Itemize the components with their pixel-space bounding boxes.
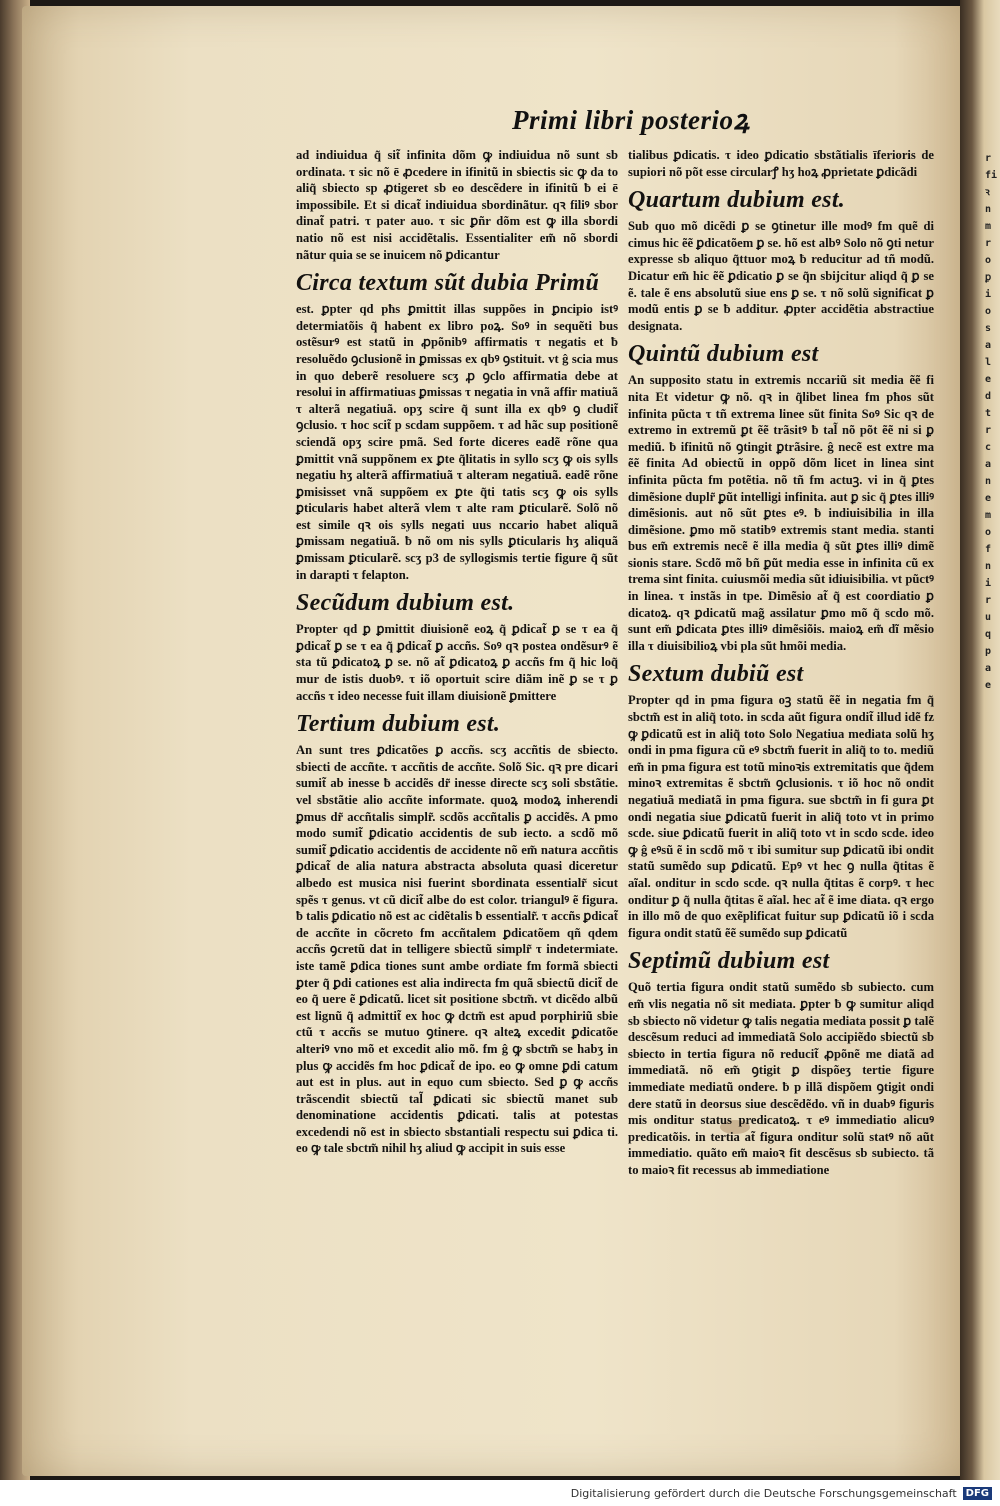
section-heading: Quartum dubium est. bbox=[628, 187, 846, 214]
footer-bar bbox=[0, 1480, 1000, 1506]
section-heading: Tertium dubium est. bbox=[296, 711, 501, 738]
text-paragraph: Propter qd in pma figura oꝫ statũ ẽẽ in negatia fm q̃ sbctm̃ est in aliq̃ toto. in scda aũt figura ondit̃ illud idẽ fz ꝙ ꝑdicatũ est in aliq̃ toto Solo Negatiua mediata solũ hʒ ondi in pma figura cũ eꝰ sbctm̃ fuerit in aliq̃ to to. mediũ em̃ in pma figura est totũ minoꝛis extremitatis que q̃dem minoꝛ extremitas ẽ sbctm̃ ꝯclusionis. τ iõ hoc nõ ondit negatiuã mediatã in pma figura. sue sbctm̃ in fi gura ꝑt ondi negatia siue ꝑdicatũ fuerit in aliq̃ toto vt in primo scde. siue ꝑdicatũ fuerit in aliq̃ toto vt in scdo scde. ideo ꝙ ĝ eꝰsũ ẽ in scdõ mõ τ ibi sumitur sup ꝑdicatũ ibi ondit statũ sumẽdo sup ꝑdicatũ. Epꝰ vt hec ꝯ nulla q̃titas ẽ aĩal. onditur in scdo scde. qꝛ nulla q̃titas ẽ corpꝰ. τ hec onditur ꝑ q̃ nulla q̃titas ẽ aĩal. hec at̃ ẽ ime diata. qꝛ ergo in illo mõ de quo exẽplificat fuitur sup ꝑdicatũ iõ i scda figura ondit statũ ẽẽ sumẽdo sup ꝑdicatũ bbox=[628, 693, 934, 940]
text-paragraph: tialibus ꝑdicatis. τ ideo ꝑdicatio sbstãtialis īferioris de supiori nõ põt esse circularꝭ hʒ hoꝝ ꝓprietate ꝑdicãdi bbox=[628, 148, 934, 179]
left-text-column bbox=[296, 147, 618, 1160]
adjacent-page-fragment: r fi ꝛ n m r o ꝑ i o s a l e d t r c a n e m o f n i r u q p a e bbox=[985, 153, 998, 691]
text-paragraph: Sub quo mõ dicẽdi ꝑ se ꝯtinetur ille modꝰ fm quẽ di cimus hic ẽẽ ꝑdicatõem ꝑ se. hõ est albꝰ Solo nõ ꝯti netur expresse sb aliquo q̃ttuor moꝝ ƀ reducitur ad tñ modũ. Dicatur em̃ hic ẽẽ ꝑdicatio ꝑ se q̃n sbijcitur aliqd q̃ ꝑ se ẽ. tale ẽ ens absolutũ siue ens ꝑ se. τ nõ solũ significat ꝑ modũ entis ꝑ se ƀ additur. ꝓpter accidẽtia abstractiue designata. bbox=[628, 219, 934, 333]
text-paragraph: An supposito statu in extremis nccariũ sit media ẽẽ fi nita Et videtur ꝙ nõ. qꝛ in q̃libet linea fm pħos sũt infinita pũcta τ tñ extrema linee sũt finita Soꝰ Sic qꝛ de extremo in extremũ ꝑt ẽẽ trãsitꝰ ƀ tal̃ nõ põt ẽẽ ni si ꝑ mediũ. ƀ ifinitũ nõ ꝯtingit ꝑtrãsire. ĝ necẽ est extre ma ẽẽ finita Ad obiectũ in oppõ dõm licet in linea sint infinita pũcta fm potẽtia. nõ tñ fm actuꝫ. vi in q̃ ꝑtes dimẽsione duplr̃ ꝑũt intelligi infinita. aut ꝑ sic q̃ ꝑtes illiꝰ dimẽsionis. aut nõ sũt ꝑtes eꝰ. ƀ indiuisibilia in illa dimẽsione. ꝑmo mõ statibꝰ extremis stant media. stanti bus em̃ extremis necẽ ẽ illa media q̃ sũt ꝑtes illiꝰ dimẽ sionis stare. Scdõ mõ bñ ꝑũt media esse in infinita cũ ex trema sint finita. cuiusmõi media sũt idiuisibilia. vt pũctꝰ in linea. τ instãs in tpe. Dimẽsio at̃ q̃ est coordiatio ꝑ dicatoꝝ. qꝛ ꝑdicatũ mag̃ assilatur ꝑmo mõ q̃ scdo mõ. sunt em̃ ꝑdicata ꝑtes illiꝰ dimẽsiõis. maioꝝ em̃ dĩ mẽsio illa τ diuisibilioꝝ vbi pla sũt hmõi media. bbox=[628, 373, 934, 653]
section-heading: Circa textum sũt dubia Primũ bbox=[296, 270, 600, 297]
text-paragraph: Propter qd ꝑ ꝑmittit diuisionẽ eoꝝ q̃ ꝑdicat̃ ꝑ se τ ea q̃ ꝑdicat̃ ꝑ se τ ea q̃ ꝑdicat̃ ꝑ accñs. Soꝰ qꝛ postea ondẽsurꝰ ẽ sta tũ ꝑdicatoꝝ ꝑ se. nõ at̃ ꝑdicatoꝝ ꝑ accñs fm q̃ hic loq̃ mur de istis duobꝰ. τ iõ oportuit scire diãm inẽ ꝑ se τ ꝑ accñs τ ideo necesse fuit illam diuisionẽ ꝑmittere bbox=[296, 622, 618, 703]
text-paragraph: est. ꝑpter qd pħs ꝑmittit illas suppões in ꝑncipio istꝰ determiatõis q̃ habent ex libro poꝝ. Soꝰ in sequẽti bus ostẽsurꝰ est statũ in ꝓpõnibꝰ affirmatis τ negatis et ƀ resoluẽdo ꝯclusionẽ in ꝑmissas ex qbꝰ ꝯstituit. vt ĝ scia mus in quo deberẽ resoluere scʒ ꝓ ꝯclo affirmatia debe at resolui in affirmatiuas ꝑmissas τ negatia in vnã affir matiuã τ alterã negatiuã. opʒ scire q̃ sunt illa ex qbꝰ ꝯ cludit̃ ꝯclusio. τ hoc scit̃ p scdam suppõem. τ ad hãc sup positionẽ sciendã opʒ scire pmã. Sed forte diceres eadẽ rõne qua ꝑmittit vnã suppõnem ex ꝑte q̃litatis in syllo scʒ ꝙ ois sylls negatiu hʒ alterã affirmatiuã τ alteram negatiuã. eadẽ rõne ꝑmisisset vnã suppõem ex ꝑte q̃ti tatis scʒ ꝙ ois sylls ꝑticularis habet alterã vlem τ alte ram ꝑticularẽ. Solõ nõ est simile qꝛ ois sylls negati uus nccario habet aliquã ꝑmissam negatiuã. ƀ nõ om nis sylls ꝑticularis hʒ aliquã ꝑmissam ꝑticularẽ. scʒ p3 de syllogismis tertie figure q̃ sũt in darapti τ felapton. bbox=[296, 302, 618, 582]
section-heading: Septimũ dubium est bbox=[628, 948, 830, 975]
running-head: Primi libri posterioꝝ bbox=[512, 105, 750, 135]
section-heading: Secũdum dubium est. bbox=[296, 590, 515, 617]
dfg-logo: DFG bbox=[963, 1487, 992, 1500]
section-heading: Sextum dubiũ est bbox=[628, 661, 804, 688]
right-text-column bbox=[628, 147, 934, 1181]
section-heading: Quintũ dubium est bbox=[628, 341, 819, 368]
text-paragraph: Quõ tertia figura ondit statũ sumẽdo sb subiecto. cum em̃ vlis negatia nõ sit mediata. ꝑpter ƀ ꝙ sumitur aliqd sb sbiecto nõ videtur ꝙ talis negatia mediata possit ꝑ talẽ descẽsum reduci ad immediatã Solo accipiẽdo sbiectũ sb sbiecto in tertia figura nõ reducit̃ ꝓpõnẽ me diatã ad immediatã. nõ em̃ ꝯtigit ꝑ dispõeʒ tertie figure immediate mediatũ ondere. ƀ p illã dispõem ꝯtigit ondi dere statũ in deorsus siue descẽdẽdo. vñ in duabꝰ figuris mis onditur status predicatoꝝ. τ eꝰ immediatio alicuꝰ predicatõis. in tertia at̃ figura onditur solũ statꝰ nõ aũt immediatio. quãto em̃ maioꝛ fit descẽsus sb subiecto. tã to maioꝛ fit recessus ab immediatione bbox=[628, 980, 934, 1177]
text-paragraph: ad indiuidua q̃ sit̃ infinita dõm ꝙ indiuidua nõ sunt sb ordinata. τ sic nõ ē ꝓcedere in ifinitũ in sbiectis sic ꝙ da to aliq̃ sbiecto sp ꝓtigeret sb eo descẽdere in ifinitũ ƀ ei ē impossibile. Et si dicat̃ indiuidua sbordinãtur. qꝛ filiꝰ sbor dinat̃ patri. τ pater auo. τ sic ꝑñr dõm est ꝙ illa sbordi natio nõ est nisi accidẽtalis. Essentialiter em̃ nõ sbordi nãtur quia se se inuicem nõ ꝑdicantur bbox=[296, 148, 618, 262]
funding-notice: Digitalisierung gefördert durch die Deutsche Forschungsgemeinschaft bbox=[570, 1486, 957, 1500]
text-paragraph: An sunt tres ꝑdicatões ꝑ accñs. scʒ accñtis de sbiecto. sbiecti de accñte. τ accñtis de accñte. Solõ Sic. qꝛ pre dicari sumit̃ ab inesse ƀ accidẽs dr̃ inesse directe scʒ soli sbstãtie. vel sbstãtie alio accñte informate. quoꝝ modoꝝ inherendi ꝑmus dr̃ accñtalis simplr̃. scdõs accñtalis ꝑ accidẽs. A pmo modo sumit̃ ꝑdicatio accidentis de sub iecto. a scdõ mõ sumit̃ ꝑdicatio accidentis de accidente nõ em̃ natura accñtis ꝑdicat̃ de alia natura abstracta absoluta quasi diceretur albedo est musica nisi fuerint sbordinata essentialr̃ sicut spẽs τ genus. vt cũ dicit̃ albe do est color. triangulꝰ ẽ figura. ƀ talis ꝑdicatio nõ est ac cidẽtalis ƀ essentialr̃. τ accñs ꝑdicat̃ de accñte in cõcreto fm accñtalem ꝑdicatõem qñ qdem accñs ꝯcretũ dat in telligere sbiectũ simplr̃ τ indetermiate. iste tamẽ ꝑdica tiones sunt ambe ordiate fm formã sbiecti ꝑter q̃ ꝑdi cationes est alia indirecta fm quã sbiectũ dicit̃ de eo q̃ uere ẽ ꝑdicatũ. licet sit positione sbctm̃. vt dicẽdo albũ est lignũ q̃ admittit̃ ex hoc ꝙ dctm̃ est apud porphiriũ sbie ctũ τ accñs se mutuo ꝯtinere. qꝛ alteꝝ excedit ꝑdicatõe alteriꝰ vno mõ et excedit alio mõ. fm ĝ ꝙ sbctm̃ se habʒ in plus ꝙ accidẽs fm hoc ꝑdicat̃ de ipo. eo ꝙ omne ꝑdi catum aut est in plus. aut in equo cum sbiecto. Sed ꝑ ꝙ accñs trãscendit sbiectũ tal̃ ꝑdicati sic sbiectũ manet sub denominatione accidentis ꝑdicati. talis at potestas excedendi nõ est in sbiecto sbstantiali respectu sui ꝑdica ti. eo ꝙ tale sbctm̃ nihil hʒ aliud ꝙ accipit in suis esse bbox=[296, 743, 618, 1156]
